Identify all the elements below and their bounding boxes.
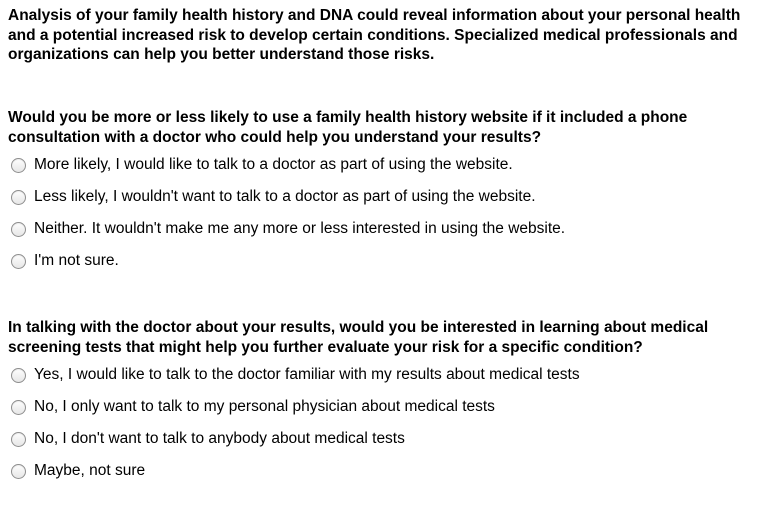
radio-button[interactable] — [11, 464, 26, 479]
q2-option-maybe[interactable] — [11, 460, 145, 482]
q2-option-no[interactable] — [11, 428, 405, 450]
q1-option-more-likely[interactable] — [11, 154, 513, 176]
radio-button[interactable] — [11, 432, 26, 447]
radio-button[interactable] — [11, 222, 26, 237]
question-2-text: In talking with the doctor about your results, would you be interested in learning about medical screening tests that might help you further evaluate your risk for a specific condition? — [8, 319, 709, 356]
q1-option-less-likely[interactable] — [11, 186, 536, 208]
radio-button[interactable] — [11, 158, 26, 173]
q2-option-personal-physician[interactable] — [11, 396, 495, 418]
radio-button[interactable] — [11, 254, 26, 269]
radio-button[interactable] — [11, 368, 26, 383]
radio-button[interactable] — [11, 400, 26, 415]
option-label: No, I don't want to talk to anybody about medical tests — [34, 430, 405, 447]
option-label: Yes, I would like to talk to the doctor familiar with my results about medical tests — [34, 366, 580, 383]
q1-option-neither[interactable] — [11, 218, 565, 240]
option-label: Less likely, I wouldn't want to talk to a doctor as part of using the website. — [34, 188, 536, 205]
q2-option-yes[interactable] — [11, 364, 580, 386]
question-1-text: Would you be more or less likely to use a family health history website if it included a phone consultation with a doctor who could help you understand your results? — [8, 109, 688, 146]
option-label: Neither. It wouldn't make me any more or less interested in using the website. — [34, 220, 566, 237]
option-label: Maybe, not sure — [34, 462, 146, 479]
q1-option-not-sure[interactable] — [11, 250, 119, 272]
intro-paragraph: Analysis of your family health history and DNA could reveal information about your personal health and a potential increased risk to develop certain conditions. Specialized medical professionals and organizations can help you better understand those risks. — [8, 7, 741, 63]
radio-button[interactable] — [11, 190, 26, 205]
option-label: I'm not sure. — [34, 252, 119, 269]
option-label: No, I only want to talk to my personal physician about medical tests — [34, 398, 495, 415]
option-label: More likely, I would like to talk to a doctor as part of using the website. — [34, 156, 513, 173]
